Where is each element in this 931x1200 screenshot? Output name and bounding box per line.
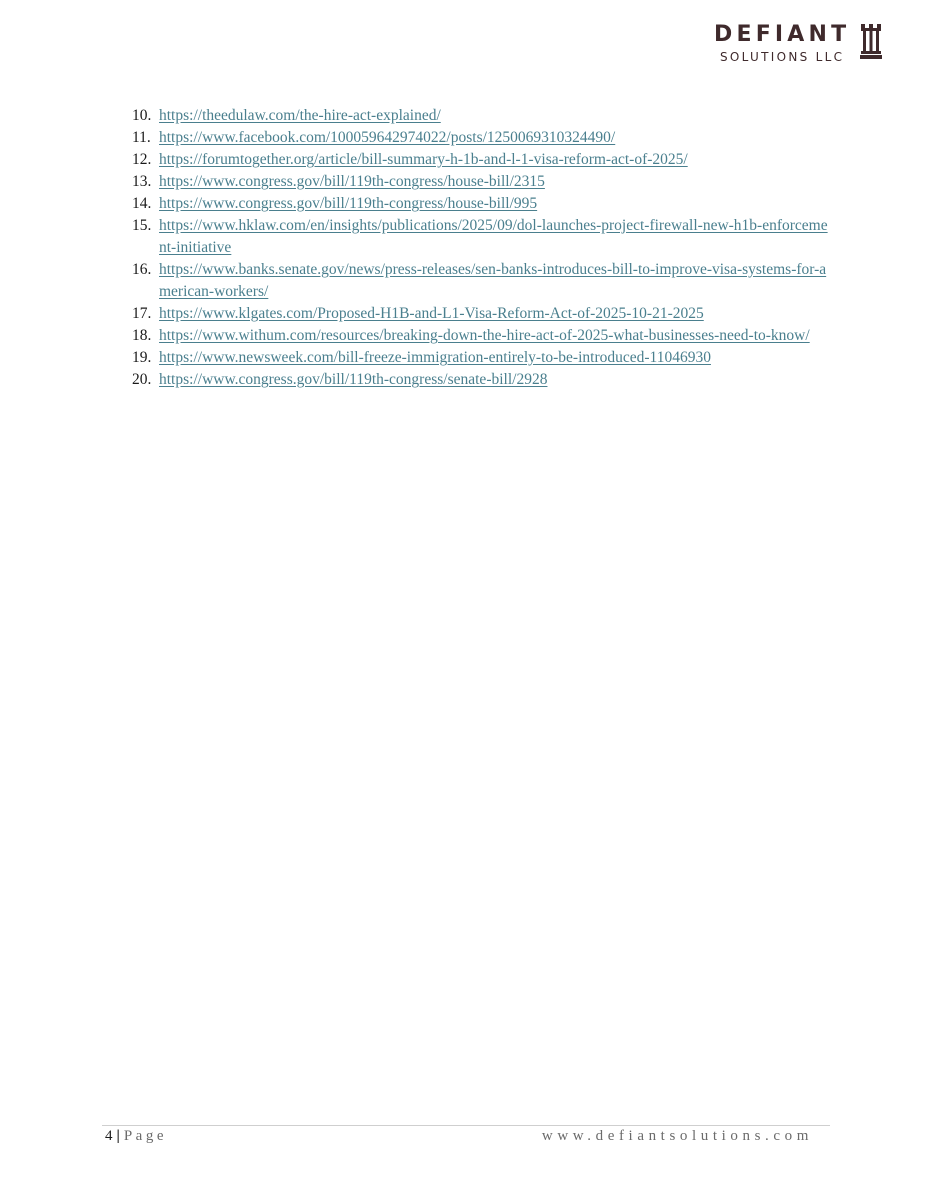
reference-number: 19. [132,349,152,366]
reference-number: 14. [132,195,152,212]
reference-number: 12. [132,151,152,168]
reference-link[interactable]: https://theedulaw.com/the-hire-act-explained/ [159,107,441,124]
reference-item [132,369,832,391]
footer-separator: | [116,1128,120,1144]
footer-website: www.defiantsolutions.com [541,1128,813,1144]
reference-number: 15. [132,217,152,234]
company-logo [712,22,882,66]
reference-link[interactable]: https://www.newsweek.com/bill-freeze-immigration-entirely-to-be-introduced-11046930 [159,349,711,366]
reference-item [132,215,832,259]
reference-item [132,303,832,325]
logo-subtitle: SOLUTIONS LLC [720,50,845,64]
page-number: 4 [105,1128,113,1144]
reference-link[interactable]: https://www.congress.gov/bill/119th-congress/house-bill/995 [159,195,538,212]
reference-link[interactable]: https://www.congress.gov/bill/119th-congress/house-bill/2315 [159,173,545,190]
reference-list [132,105,832,391]
reference-item [132,193,832,215]
reference-item [132,149,832,171]
reference-number: 18. [132,327,152,344]
page-label: Page [123,1128,167,1144]
reference-item [132,325,832,347]
reference-link[interactable]: https://www.withum.com/resources/breaking-down-the-hire-act-of-2025-what-businesses-need-to-know/ [159,327,810,344]
castle-tower-icon [860,24,882,60]
reference-link[interactable]: https://www.congress.gov/bill/119th-congress/senate-bill/2928 [159,371,548,388]
reference-link[interactable]: https://forumtogether.org/article/bill-summary-h-1b-and-l-1-visa-reform-act-of-2025/ [159,151,688,168]
reference-item [132,259,832,303]
reference-link[interactable]: https://www.banks.senate.gov/news/press-releases/sen-banks-introduces-bill-to-improve-visa-systems-for-american-workers/ [159,261,827,300]
footer-divider [102,1125,830,1126]
reference-link[interactable]: https://www.hklaw.com/en/insights/publications/2025/09/dol-launches-project-firewall-new-h1b-enforcement-initiative [159,217,828,256]
reference-number: 20. [132,371,152,388]
page-footer-number [105,1128,167,1145]
reference-link[interactable]: https://www.klgates.com/Proposed-H1B-and-L1-Visa-Reform-Act-of-2025-10-21-2025 [159,305,704,322]
reference-number: 16. [132,261,152,278]
reference-number: 13. [132,173,152,190]
logo-wordmark: DEFIANT [714,22,851,47]
reference-item [132,171,832,193]
reference-link[interactable]: https://www.facebook.com/100059642974022/posts/1250069310324490/ [159,129,616,146]
reference-item [132,127,832,149]
reference-item [132,105,832,127]
reference-number: 11. [132,129,151,146]
reference-number: 17. [132,305,152,322]
reference-item [132,347,832,369]
reference-number: 10. [132,107,152,124]
